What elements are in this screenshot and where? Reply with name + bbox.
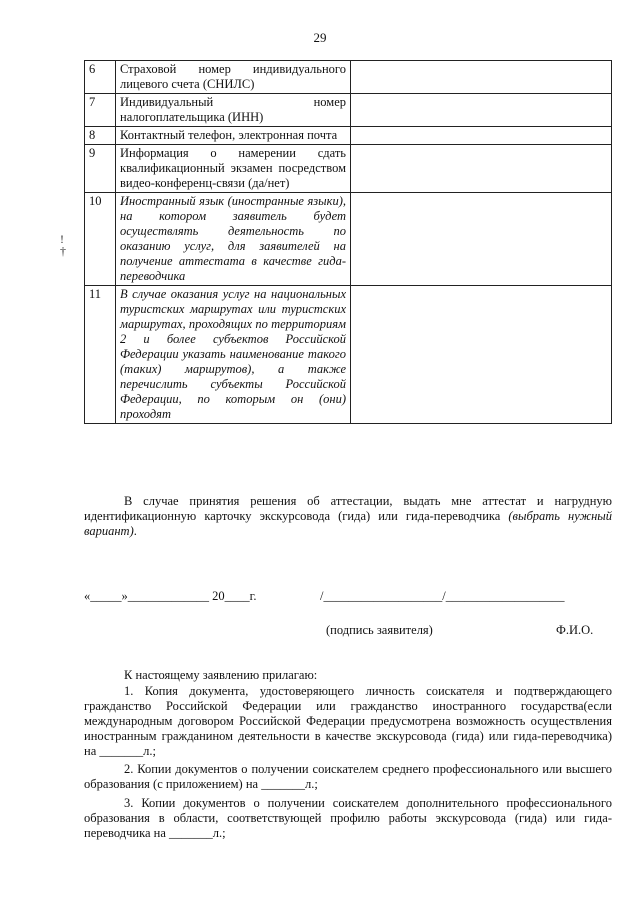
row-number: 6	[85, 61, 116, 94]
row-number: 11	[85, 286, 116, 424]
row-value-field[interactable]	[351, 61, 612, 94]
row-label: Иностранный язык (иностранные языки), на котором заявитель будет осуществлять деятельность по оказанию услуг, для заявителей на получение аттестата в качестве гида-переводчика	[116, 193, 351, 286]
row-number: 9	[85, 145, 116, 193]
table-row	[85, 61, 612, 94]
row-value-field[interactable]	[351, 145, 612, 193]
table-row	[85, 94, 612, 127]
row-label: В случае оказания услуг на национальных туристских маршрутах или туристских маршрутах, проходящих по территориям 2 и более субъектов Российской Федерации указать наименование такого (таких) маршрутов), а также перечислить субъекты Российской Федерации, по которым он (они) проходят	[116, 286, 351, 424]
row-label: Информация о намерении сдать квалификационный экзамен посредством видео-конференц-связи (да/нет)	[116, 145, 351, 193]
fio-caption: Ф.И.О.	[556, 623, 594, 637]
row-value-field[interactable]	[351, 94, 612, 127]
attachments-intro: К настоящему заявлению прилагаю:	[124, 668, 318, 682]
page-number: 29	[313, 30, 327, 45]
choose-option-note: (выбрать нужный вариант)	[84, 509, 612, 538]
margin-mark: †	[60, 244, 66, 258]
row-number: 8	[85, 127, 116, 145]
row-label: Страховой номер индивидуального лицевого счета (СНИЛС)	[116, 61, 351, 94]
attachment-item: 2. Копии документов о получении соискателем среднего профессионального или высшего образования (с приложением) на _______л.;	[84, 762, 612, 791]
row-label: Индивидуальный номер налогоплательщика (ИНН)	[116, 94, 351, 127]
table-row	[85, 127, 612, 145]
applicant-info-table	[84, 60, 612, 424]
attestation-text: В случае принятия решения об аттестации, выдать мне аттестат и нагрудную идентификационную карточку экскурсовода (гида) или гида-переводчика	[84, 494, 612, 523]
table-row	[85, 193, 612, 286]
row-number: 10	[85, 193, 116, 286]
attachment-item: 3. Копии документов о получении соискателем дополнительного профессионального образования в области, соответствующей профилю работы экскурсовода (гида) или гида-переводчика на _______л.;	[84, 796, 612, 840]
table-row	[85, 286, 612, 424]
row-value-field[interactable]	[351, 286, 612, 424]
row-label: Контактный телефон, электронная почта	[116, 127, 351, 145]
row-number: 7	[85, 94, 116, 127]
signature-line[interactable]: /___________________/___________________	[320, 589, 565, 603]
row-value-field[interactable]	[351, 193, 612, 286]
date-line[interactable]: «_____»_____________ 20____г.	[84, 589, 257, 603]
margin-mark: !	[60, 232, 64, 246]
signature-caption: (подпись заявителя)	[326, 623, 433, 637]
attestation-paragraph	[84, 494, 612, 539]
row-value-field[interactable]	[351, 127, 612, 145]
table-row	[85, 145, 612, 193]
attachment-item: 1. Копия документа, удостоверяющего личность соискателя и подтверждающего гражданство Российской Федерации или гражданство иностранного государства(если международным договором Российской Федерации предусмотрена возможность осуществления иностранным гражданином деятельности в качестве экскурсовода (гида) или гида-переводчика) на _______л.;	[84, 684, 612, 758]
attestation-end: .	[133, 524, 137, 538]
